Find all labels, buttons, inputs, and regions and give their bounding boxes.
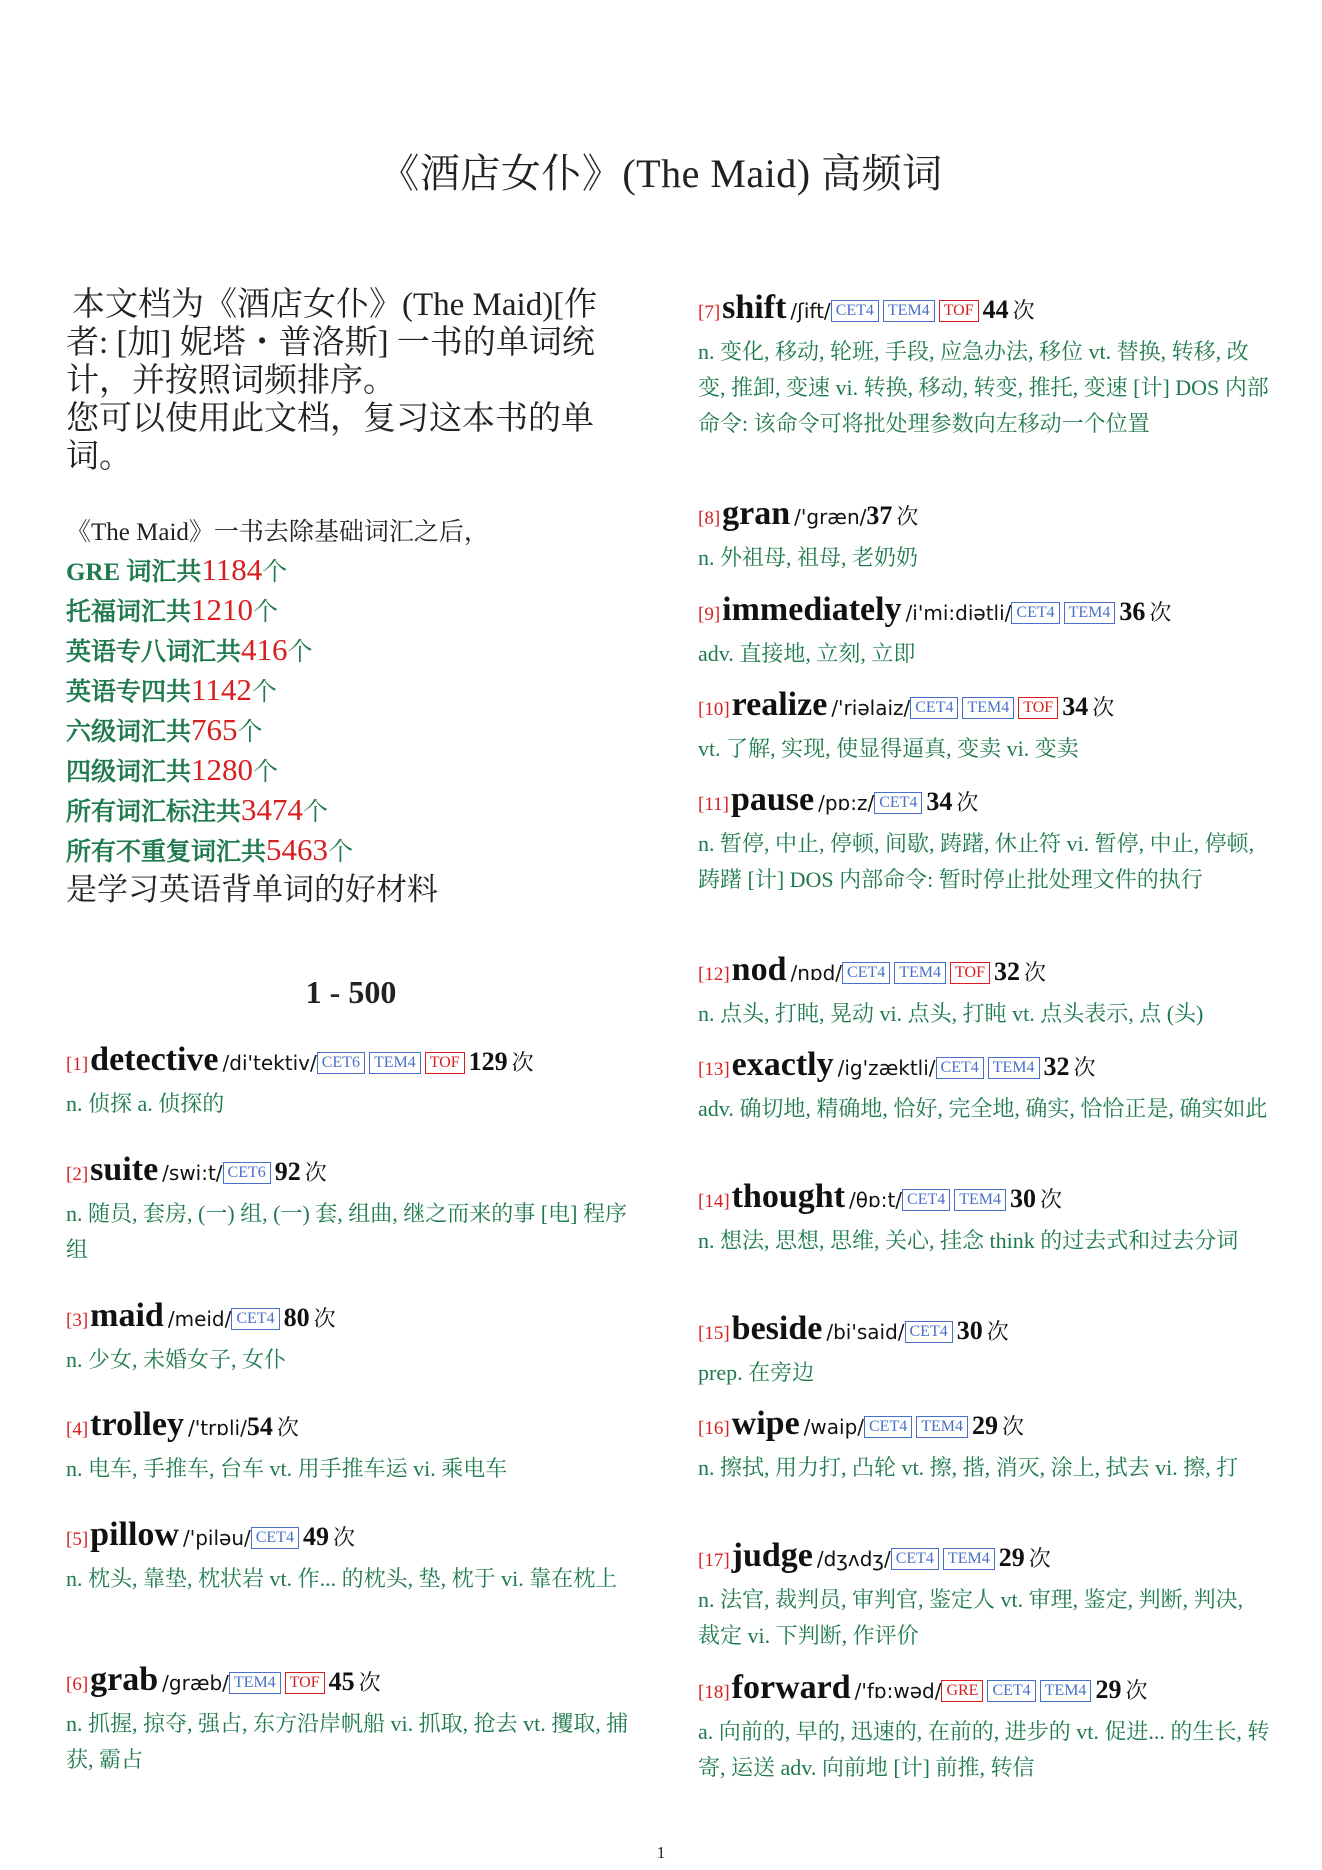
entry-times: 次 (1125, 1678, 1148, 1703)
word-entry (698, 950, 1270, 1032)
exam-tag: CET4 (831, 300, 879, 322)
exam-tag: TOF (939, 300, 979, 322)
stats-label: 英语专八词汇共 (66, 639, 242, 666)
entry-head (66, 1296, 636, 1336)
exam-tag: TEM4 (943, 1548, 995, 1570)
entry-head (66, 1405, 636, 1445)
entry-count: 34 (926, 787, 953, 816)
exam-tag: TOF (285, 1672, 325, 1694)
entry-head (66, 1515, 636, 1555)
stats-unit: 个 (287, 639, 313, 666)
stats-row (66, 711, 636, 751)
entry-count: 32 (1043, 1052, 1070, 1081)
exam-tag: CET4 (902, 1189, 950, 1211)
entry-head (698, 1045, 1270, 1085)
exam-tag: TEM4 (229, 1672, 281, 1694)
exam-tag: CET6 (223, 1162, 271, 1184)
entry-count: 45 (328, 1667, 355, 1696)
entry-definition: n. 抓握, 掠夺, 强占, 东方沿岸帆船 vi. 抓取, 抢去 vt. 攫取, 捕获, 霸占 (66, 1711, 629, 1772)
stats-unit: 个 (262, 559, 288, 586)
stats-count: 765 (191, 712, 238, 747)
exam-tag: CET4 (231, 1308, 279, 1330)
entry-count: 49 (302, 1522, 329, 1551)
entry-head (698, 1404, 1270, 1444)
entry-ipa: /'græn/ (794, 505, 867, 529)
entry-ipa: /i'mi:diətli/ (905, 601, 1012, 625)
stats-label: GRE 词汇共 (66, 559, 202, 586)
stats-count: 1142 (191, 672, 252, 707)
entry-rank: [18] (698, 1682, 730, 1703)
entry-rank: [10] (698, 699, 730, 720)
entry-rank: [5] (66, 1529, 89, 1550)
entry-rank: [15] (698, 1323, 730, 1344)
entry-rank: [3] (66, 1310, 89, 1331)
entry-count: 54 (246, 1412, 273, 1441)
entry-count: 34 (1062, 692, 1089, 721)
stats-lead: 《The Maid》一书去除基础词汇之后， (66, 519, 489, 546)
exam-tag: TEM4 (1040, 1680, 1092, 1702)
entry-head (698, 1177, 1270, 1217)
entry-word: pillow (90, 1516, 179, 1553)
stats-row (66, 631, 636, 671)
entry-head (698, 1668, 1270, 1708)
entry-word: beside (731, 1310, 823, 1347)
intro-text (66, 286, 636, 476)
entry-times: 次 (304, 1160, 327, 1185)
entry-definition: n. 侦探 a. 侦探的 (66, 1091, 225, 1116)
entry-rank: [14] (698, 1191, 730, 1212)
entry-ipa: /ig'zæktli/ (837, 1056, 936, 1080)
exam-tag: CET4 (936, 1057, 984, 1079)
entry-count: 129 (468, 1047, 508, 1076)
entry-count: 30 (956, 1316, 983, 1345)
entry-head (698, 590, 1270, 630)
entry-times: 次 (986, 1319, 1009, 1344)
entry-rank: [9] (698, 604, 721, 625)
stats-unit: 个 (253, 599, 279, 626)
stats-count: 1210 (191, 592, 254, 627)
stats-closing: 是学习英语背单词的好材料 (66, 872, 438, 907)
entry-count: 44 (982, 295, 1009, 324)
word-entry (698, 685, 1270, 767)
entry-count: 32 (993, 957, 1020, 986)
stats-row (66, 831, 636, 871)
exam-tag: TEM4 (988, 1057, 1040, 1079)
exam-tag: TOF (425, 1052, 465, 1074)
entry-ipa: /bi'said/ (826, 1320, 905, 1344)
entry-ipa: /dʒʌdʒ/ (816, 1547, 891, 1571)
stats-label: 所有不重复词汇共 (66, 839, 267, 866)
exam-tag: CET4 (987, 1680, 1035, 1702)
exam-tag: TEM4 (962, 697, 1014, 719)
entry-times: 次 (332, 1525, 355, 1550)
word-entry (698, 1536, 1270, 1654)
entry-count: 80 (283, 1303, 310, 1332)
exam-tag: CET4 (1011, 602, 1059, 624)
entry-head (66, 1660, 636, 1700)
entry-definition: n. 想法, 思想, 思维, 关心, 挂念 think 的过去式和过去分词 (698, 1228, 1239, 1253)
stats-count: 1280 (191, 752, 254, 787)
page-number: 1 (656, 1843, 666, 1862)
entry-ipa: /nɒd/ (790, 961, 843, 985)
exam-tag: CET6 (317, 1052, 365, 1074)
entry-ipa: /'fɒ:wəd/ (854, 1679, 942, 1703)
stats-count: 1184 (201, 552, 263, 587)
entry-word: suite (90, 1151, 159, 1188)
entry-count: 92 (274, 1157, 301, 1186)
word-entry (698, 780, 1270, 898)
stats-row (66, 551, 636, 591)
exam-tag: CET4 (905, 1321, 953, 1343)
stats-label: 所有词汇标注共 (66, 799, 242, 826)
word-entry (698, 1177, 1270, 1259)
entry-times: 次 (1028, 1546, 1051, 1571)
entry-ipa: /pɒ:z/ (818, 791, 875, 815)
entry-word: gran (722, 495, 791, 532)
word-entry (698, 1668, 1270, 1786)
word-entry (66, 1405, 636, 1487)
stats-row (66, 671, 636, 711)
entry-word: pause (730, 781, 815, 818)
word-entry (698, 1404, 1270, 1486)
entry-times: 次 (1012, 298, 1035, 323)
entry-definition: n. 枕头, 靠垫, 枕状岩 vt. 作... 的枕头, 垫, 枕于 vi. 靠在枕上 (66, 1566, 618, 1591)
stats-unit: 个 (328, 839, 354, 866)
stats-count: 3474 (241, 792, 304, 827)
entry-head (698, 1309, 1270, 1349)
entry-definition: n. 擦拭, 用力打, 凸轮 vt. 擦, 揩, 消灭, 涂上, 拭去 vi. 擦, 打 (698, 1455, 1239, 1480)
entry-times: 次 (276, 1415, 299, 1440)
entry-count: 29 (972, 1411, 998, 1440)
entry-rank: [2] (66, 1164, 89, 1185)
entry-word: maid (90, 1297, 164, 1334)
exam-tag: TEM4 (954, 1189, 1006, 1211)
word-entry (66, 1660, 636, 1778)
word-entry (66, 1150, 636, 1268)
entry-times: 次 (1040, 1187, 1063, 1212)
stats-label: 托福词汇共 (66, 599, 192, 626)
entry-ipa: /'piləu/ (182, 1526, 251, 1550)
entry-definition: n. 随员, 套房, (一) 组, (一) 套, 组曲, 继之而来的事 [电] 程序组 (66, 1201, 627, 1262)
entry-definition: adv. 直接地, 立刻, 立即 (698, 641, 916, 666)
stats-count: 5463 (266, 832, 329, 867)
word-entry (698, 1309, 1270, 1391)
entry-rank: [4] (66, 1419, 89, 1440)
exam-tag: TEM4 (916, 1416, 968, 1438)
entry-ipa: /θɒ:t/ (849, 1188, 903, 1212)
word-entry (698, 1045, 1270, 1127)
word-entry (698, 288, 1270, 442)
entry-head (698, 1536, 1270, 1576)
page-title: 《酒店女仆》(The Maid) 高频词 (379, 151, 943, 196)
entry-ipa: /waip/ (803, 1415, 864, 1439)
intro-line-1: 本文档为《酒店女仆》(The Maid)[作者: [加] 妮塔・普洛斯] 一书的单词统计，并按照词频排序。 (66, 287, 598, 399)
entry-count: 30 (1010, 1184, 1037, 1213)
exam-tag: TOF (1018, 697, 1058, 719)
entry-rank: [6] (66, 1674, 89, 1695)
word-entry (698, 494, 1270, 576)
entry-times: 次 (1023, 960, 1046, 985)
entry-definition: n. 法官, 裁判员, 审判官, 鉴定人 vt. 审理, 鉴定, 判断, 判决, 裁定 vi. 下判断, 作评价 (698, 1587, 1244, 1648)
entry-word: shift (722, 289, 787, 326)
entry-word: exactly (731, 1046, 834, 1083)
stats-count: 416 (241, 632, 288, 667)
entry-head (698, 494, 1270, 534)
entry-times: 次 (511, 1050, 534, 1075)
entry-word: trolley (90, 1406, 184, 1443)
entry-times: 次 (956, 790, 979, 815)
entry-head (66, 1150, 636, 1190)
entry-head (698, 288, 1270, 328)
entry-times: 次 (313, 1306, 336, 1331)
entry-definition: n. 暂停, 中止, 停顿, 间歇, 踌躇, 休止符 vi. 暂停, 中止, 停顿, 踌躇 [计] DOS 内部命令: 暂时停止批处理文件的执行 (698, 831, 1255, 892)
exam-tag: TEM4 (883, 300, 935, 322)
entry-count: 29 (998, 1543, 1025, 1572)
entry-word: realize (731, 686, 828, 723)
entry-definition: a. 向前的, 早的, 迅速的, 在前的, 进步的 vt. 促进... 的生长, 转寄, 运送 adv. 向前地 [计] 前推, 转信 (698, 1719, 1270, 1780)
word-entry (66, 1040, 636, 1122)
entry-times: 次 (1092, 695, 1115, 720)
entry-times: 次 (1073, 1055, 1096, 1080)
intro-line-2: 您可以使用此文档，复习这本书的单词。 (66, 401, 594, 475)
stats-row (66, 591, 636, 631)
entry-ipa: /di'tektiv/ (222, 1051, 317, 1075)
range-heading: 1 - 500 (305, 974, 397, 1010)
exam-tag: GRE (941, 1680, 983, 1702)
entry-word: wipe (731, 1405, 800, 1442)
exam-tag: CET4 (910, 697, 958, 719)
entry-rank: [8] (698, 508, 721, 529)
entry-rank: [12] (698, 964, 730, 985)
entry-rank: [13] (698, 1059, 730, 1080)
entry-times: 次 (896, 504, 919, 529)
exam-tag: CET4 (842, 962, 890, 984)
entry-ipa: /swi:t/ (162, 1161, 223, 1185)
entry-word: nod (731, 951, 787, 988)
stats-unit: 个 (237, 719, 263, 746)
entry-word: immediately (722, 591, 902, 628)
entry-count: 37 (866, 501, 893, 530)
entry-ipa: /'trɒli/ (187, 1416, 247, 1440)
entry-times: 次 (1002, 1414, 1025, 1439)
exam-tag: TEM4 (894, 962, 946, 984)
exam-tag: CET4 (864, 1416, 912, 1438)
stats-label: 六级词汇共 (66, 719, 192, 746)
entry-head (698, 685, 1270, 725)
entry-definition: prep. 在旁边 (698, 1360, 815, 1385)
entry-word: detective (90, 1041, 219, 1078)
entry-rank: [17] (698, 1550, 730, 1571)
exam-tag: CET4 (891, 1548, 939, 1570)
entry-rank: [11] (698, 794, 729, 815)
entry-word: judge (731, 1537, 813, 1574)
stats-block (66, 514, 636, 908)
entry-ipa: /græb/ (162, 1671, 229, 1695)
stats-row (66, 751, 636, 791)
entry-times: 次 (1149, 600, 1172, 625)
exam-tag: CET4 (874, 792, 922, 814)
entry-head (698, 780, 1270, 820)
entry-ipa: /ʃift/ (790, 299, 831, 323)
entry-definition: n. 外祖母, 祖母, 老奶奶 (698, 545, 919, 570)
stats-label: 四级词汇共 (66, 759, 192, 786)
entry-word: thought (731, 1178, 846, 1215)
entry-definition: vt. 了解, 实现, 使显得逼真, 变卖 vi. 变卖 (698, 736, 1079, 761)
entry-definition: n. 变化, 移动, 轮班, 手段, 应急办法, 移位 vt. 替换, 转移, 改变, 推卸, 变速 vi. 转换, 移动, 转变, 推托, 变速 [计] DOS 内部命令: 该命令可将批处理参数向左移动一个位置 (698, 339, 1269, 436)
entry-word: grab (90, 1661, 159, 1698)
stats-unit: 个 (251, 679, 277, 706)
entry-word: forward (731, 1669, 851, 1706)
exam-tag: CET4 (251, 1527, 299, 1549)
word-entry (66, 1515, 636, 1597)
entry-definition: n. 电车, 手推车, 台车 vt. 用手推车运 vi. 乘电车 (66, 1456, 508, 1481)
word-entry (698, 590, 1270, 672)
entry-head (698, 950, 1270, 990)
exam-tag: TEM4 (1064, 602, 1116, 624)
stats-unit: 个 (303, 799, 329, 826)
stats-label: 英语专四共 (66, 679, 192, 706)
stats-unit: 个 (253, 759, 279, 786)
entry-ipa: /'riəlaiz/ (831, 696, 911, 720)
entry-count: 29 (1095, 1675, 1122, 1704)
entry-definition: adv. 确切地, 精确地, 恰好, 完全地, 确实, 恰恰正是, 确实如此 (698, 1096, 1268, 1121)
entry-definition: n. 少女, 未婚女子, 女仆 (66, 1347, 287, 1372)
entry-times: 次 (358, 1670, 381, 1695)
entry-rank: [7] (698, 302, 721, 323)
exam-tag: TEM4 (369, 1052, 421, 1074)
entry-head (66, 1040, 636, 1080)
entry-count: 36 (1119, 597, 1146, 626)
stats-row (66, 791, 636, 831)
entry-ipa: /meid/ (167, 1307, 232, 1331)
entry-rank: [16] (698, 1418, 730, 1439)
entry-rank: [1] (66, 1054, 89, 1075)
entry-definition: n. 点头, 打盹, 晃动 vi. 点头, 打盹 vt. 点头表示, 点 (头) (698, 1001, 1204, 1026)
exam-tag: TOF (950, 962, 990, 984)
word-entry (66, 1296, 636, 1378)
